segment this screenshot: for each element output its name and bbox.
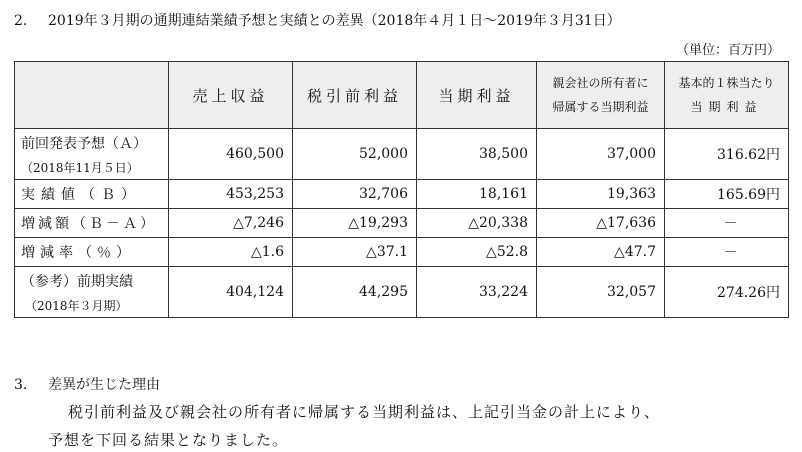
- table-cell: 37,000: [537, 129, 665, 180]
- table-cell: △47.7: [537, 238, 665, 267]
- table-cell: △37.1: [293, 238, 417, 267]
- row-label-prior-year-actual: （参考）前期実績 （2018年３月期）: [15, 267, 169, 318]
- table-cell: 44,295: [293, 267, 417, 318]
- header-blank: [15, 62, 169, 129]
- table-cell: △52.8: [417, 238, 537, 267]
- table-cell: △20,338: [417, 209, 537, 238]
- table-cell: 33,224: [417, 267, 537, 318]
- table-cell: 32,057: [537, 267, 665, 318]
- table-cell: －: [665, 209, 789, 238]
- table-cell: 460,500: [169, 129, 293, 180]
- row-label-change-rate: 増減率（％）: [15, 238, 169, 267]
- table-cell: 316.62円: [665, 129, 789, 180]
- table-cell: 274.26円: [665, 267, 789, 318]
- section-2-heading: [14, 10, 621, 30]
- table-cell: △1.6: [169, 238, 293, 267]
- table-cell: △17,636: [537, 209, 665, 238]
- row-label-previous-forecast: 前回発表予想（Ａ） （2018年11月５日）: [15, 129, 169, 180]
- table-cell: 404,124: [169, 267, 293, 318]
- table-row: [15, 209, 789, 238]
- table-cell: 32,706: [293, 180, 417, 209]
- table-cell: 18,161: [417, 180, 537, 209]
- header-profit-attributable: 親会社の所有者に 帰属する当期利益: [537, 62, 665, 129]
- header-revenue: 売上収益: [169, 62, 293, 129]
- row-label-actual: 実績値（Ｂ）: [15, 180, 169, 209]
- reason-text-line-1: 税引前利益及び親会社の所有者に帰属する当期利益は、上記引当金の計上により、: [68, 403, 661, 421]
- table-cell: 453,253: [169, 180, 293, 209]
- section-3-heading: [14, 374, 160, 394]
- table-row: [15, 238, 789, 267]
- table-row: [15, 180, 789, 209]
- forecast-vs-actual-table: [14, 61, 789, 318]
- table-row: [15, 129, 789, 180]
- table-row: [15, 267, 789, 318]
- section-2-title: 2019年３月期の通期連結業績予想と実績との差異（2018年４月１日～2019年３月31日）: [48, 13, 621, 29]
- table-cell: 52,000: [293, 129, 417, 180]
- unit-label: （単位：百万円）: [675, 43, 780, 58]
- header-profit: 当期利益: [417, 62, 537, 129]
- reason-text-line-2: 予想を下回る結果となりました。: [48, 431, 289, 449]
- table-cell: －: [665, 238, 789, 267]
- section-3-number: 3.: [14, 377, 28, 393]
- table-cell: △7,246: [169, 209, 293, 238]
- header-eps: 基本的１株当たり 当期利益: [665, 62, 789, 129]
- section-3-title: 差異が生じた理由: [48, 377, 160, 393]
- section-2-number: 2.: [14, 13, 28, 29]
- header-row: [15, 62, 789, 129]
- table-cell: 165.69円: [665, 180, 789, 209]
- header-profit-before-tax: 税引前利益: [293, 62, 417, 129]
- table-cell: △19,293: [293, 209, 417, 238]
- table-cell: 19,363: [537, 180, 665, 209]
- table-cell: 38,500: [417, 129, 537, 180]
- row-label-change-amount: 増減額（Ｂ－Ａ）: [15, 209, 169, 238]
